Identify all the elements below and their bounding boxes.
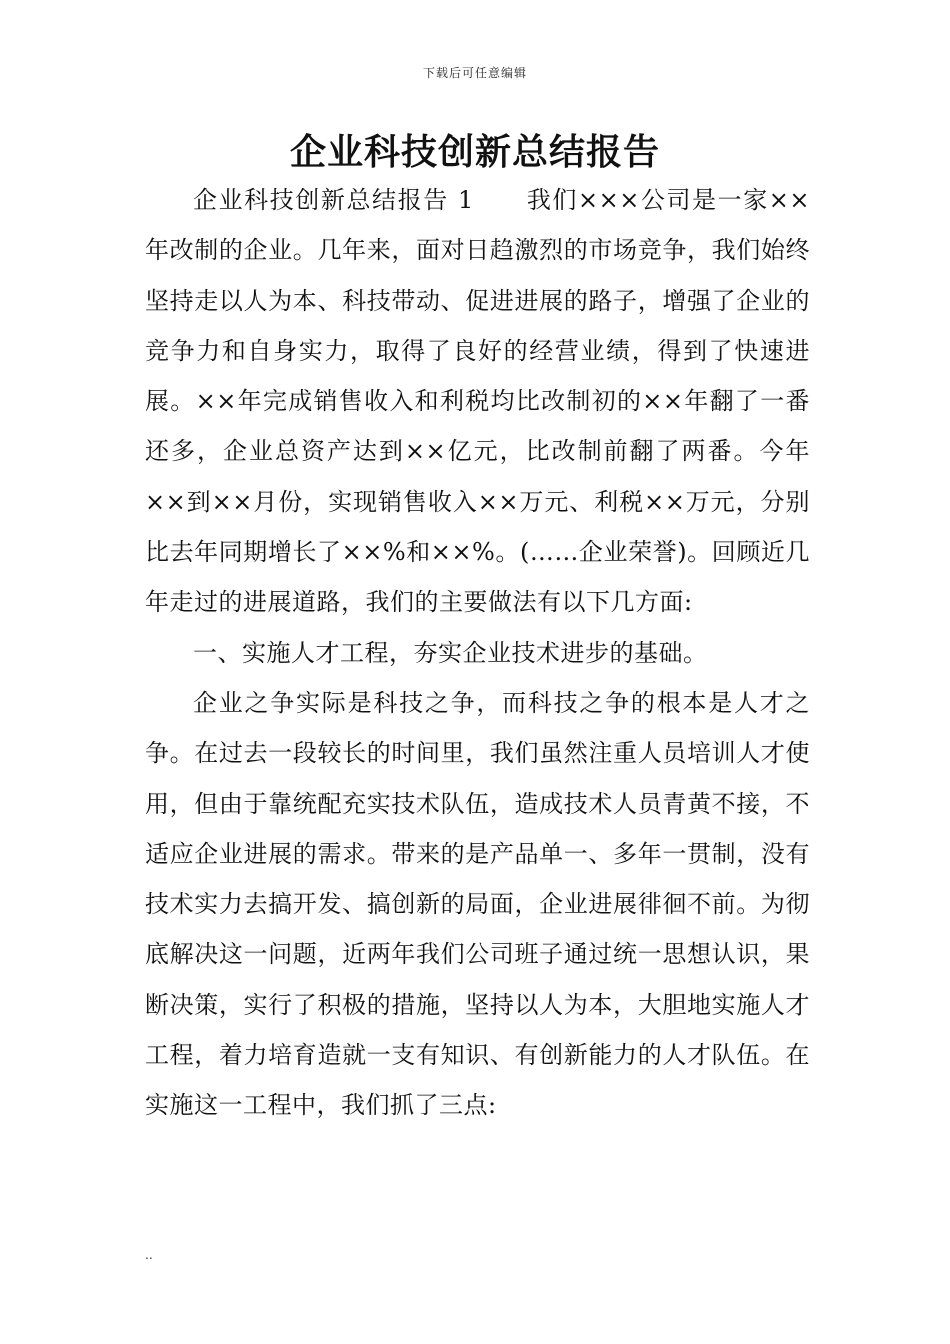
paragraph-intro <box>145 175 810 628</box>
document-body <box>145 175 810 1131</box>
section-heading: 一、实施人才工程，夯实企业技术进步的基础。 <box>193 638 708 667</box>
paragraph-talent: 企业之争实际是科技之争，而科技之争的根本是人才之争。在过去一段较长的时间里，我们虽然注重人员培训人才使用，但由于靠统配充实技术队伍，造成技术人员青黄不接，不适应企业进展的需求。带来的是产品单一、多年一贯制，没有技术实力去搞开发、搞创新的局面，企业进展徘徊不前。为彻底解决这一问题，近两年我们公司班子通过统一思想认识，果断决策，实行了积极的措施，坚持以人为本，大胆地实施人才工程，着力培育造就一支有知识、有创新能力的人才队伍。在实施这一工程中，我们抓了三点: <box>145 688 810 1120</box>
paragraph-text: 我们×××公司是一家××年改制的企业。几年来，面对日趋激烈的市场竞争，我们始终坚持走以人为本、科技带动、促进进展的路子，增强了企业的竞争力和自身实力，取得了良好的经营业绩，得到了快速进展。××年完成销售收入和利税均比改制初的××年翻了一番还多，企业总资产达到××亿元，比改制前翻了两番。今年××到××月份，实现销售收入××万元、利税××万元，分别比去年同期增长了××%和××%。(……企业荣誉)。回顾近几年走过的进展道路，我们的主要做法有以下几方面: <box>145 186 810 617</box>
header-note: 下载后可任意编辑 <box>422 66 527 80</box>
footer-mark: .. <box>145 1248 153 1262</box>
report-subtitle: 企业科技创新总结报告 1 <box>193 186 474 214</box>
document-title: 企业科技创新总结报告 <box>289 131 660 173</box>
